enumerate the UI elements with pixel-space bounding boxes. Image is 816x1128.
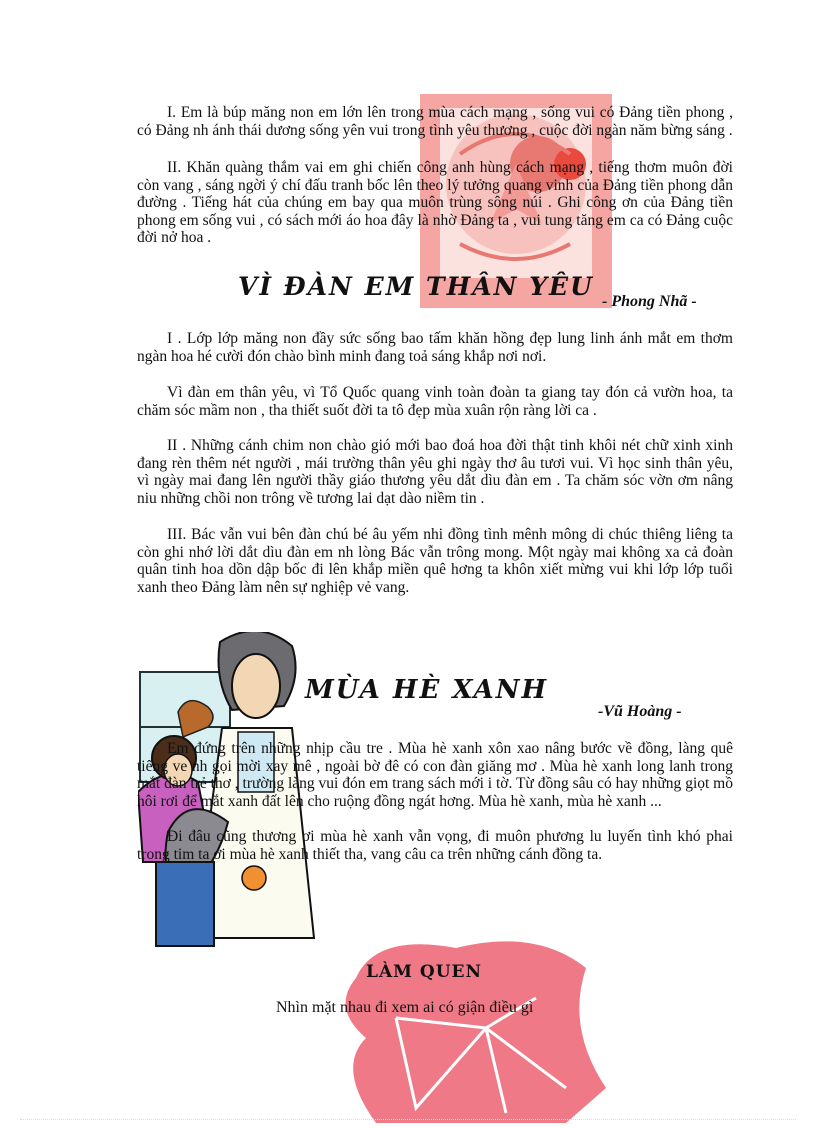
section2-paragraph-2: Vì đàn em thân yêu, vì Tổ Quốc quang vinh toàn đoàn ta giang tay đón cả vườn hoa, ta chăm sóc mầm non , tha thiết suốt đời ta tô đẹp mùa xuân rộn ràng lời ca .: [137, 384, 733, 419]
section2-author: - Phong Nhã -: [602, 293, 697, 310]
section2-paragraph-4: III. Bác vẫn vui bên đàn chú bé âu yếm nhi đồng tình mênh mông di chúc thiêng liêng ta còn ghi nhớ lời dắt dìu đàn em nh lòng Bác vẫn trông mong. Một ngày mai không xa cả đoàn quân tinh hoa dồn dập bốc đi lên khắp miền quê hơng ta khôn xiết mừng vui khi lớp lớp tuổi xanh theo Đảng làm nên sự nghiệp vẻ vang.: [137, 526, 733, 596]
section2-paragraph-3: II . Những cánh chim non chào gió mới bao đoá hoa đời thật tinh khôi nét chữ xinh xinh đang rèn thêm nét người , mái trường thân yêu ghi ngày thơ âu tươi vui. Vì học sinh thân yêu, vì ngày mai đang lên người thầy giáo thương yêu dắt dìu đàn em . Ta chăm sóc vờn ơm nâng niu những chồi non trông về tương lai dạt dào niềm tin .: [137, 437, 733, 507]
section3-title: MÙA HÈ XANH: [305, 675, 549, 705]
section4-subtitle: Nhìn mặt nhau đi xem ai có giận điều gì: [276, 999, 534, 1016]
section3-paragraph-1: Em đứng trên những nhịp cầu tre . Mùa hè xanh xôn xao nâng bước về đồng, làng quê tiếng ve nh gọi mời xay mê , ngoài bờ đê có con đàn giăng mơ . Mùa hè xanh long lanh trong mắt đàn trẻ thơ , trường làng vui đón em trang sách mới i tờ. Từ đồng sâu có hay những giọt mồ hôi rơi để mắt xanh đất lên cho ruộng đồng ngát hơng. Mùa hè xanh, mùa hè xanh ...: [137, 740, 733, 810]
section3-author: -Vũ Hoàng -: [598, 703, 682, 720]
section2-paragraph-1: I . Lớp lớp măng non đầy sức sống bao tấm khăn hồng đẹp lung linh ánh mắt em thơm ngàn hoa hé cười đón chào bình minh đang toả sáng khắp nơi nơi.: [137, 330, 733, 365]
page-bottom-divider: [20, 1119, 796, 1120]
section2-title: VÌ ĐÀN EM THÂN YÊU: [238, 272, 594, 301]
section1-paragraph-1: I. Em là búp măng non em lớn lên trong mùa cách mạng , sống vui có Đảng tiền phong , có Đảng nh ánh thái dương sống yên vui trong tình yêu thương , cuộc đời ngàn năm bừng sáng .: [137, 104, 733, 139]
section3-paragraph-2: Đi đâu cũng thương ơi mùa hè xanh vẫn vọng, đi muôn phương lu luyến tình khó phai trong tim ta ơi mùa hè xanh thiết tha, vang câu ca trên những cánh đồng ta.: [137, 828, 733, 863]
section4-title: LÀM QUEN: [366, 962, 483, 982]
section1-paragraph-2: II. Khăn quàng thắm vai em ghi chiến công anh hùng cách mạng , tiếng thơm muôn đời còn vang , sáng ngời ý chí đấu tranh bốc lên theo lý tưởng quang vinh của Đảng tiền phong dẫn đường . Tiếng hát của chúng em bay qua muôn trùng sông núi . Ghi công ơn của Đảng tiền phong em sống vui , có sách mới áo hoa đây là nhờ Đảng ta , vui tung tăng em ca có Đảng cuộc đời nở hoa .: [137, 159, 733, 246]
